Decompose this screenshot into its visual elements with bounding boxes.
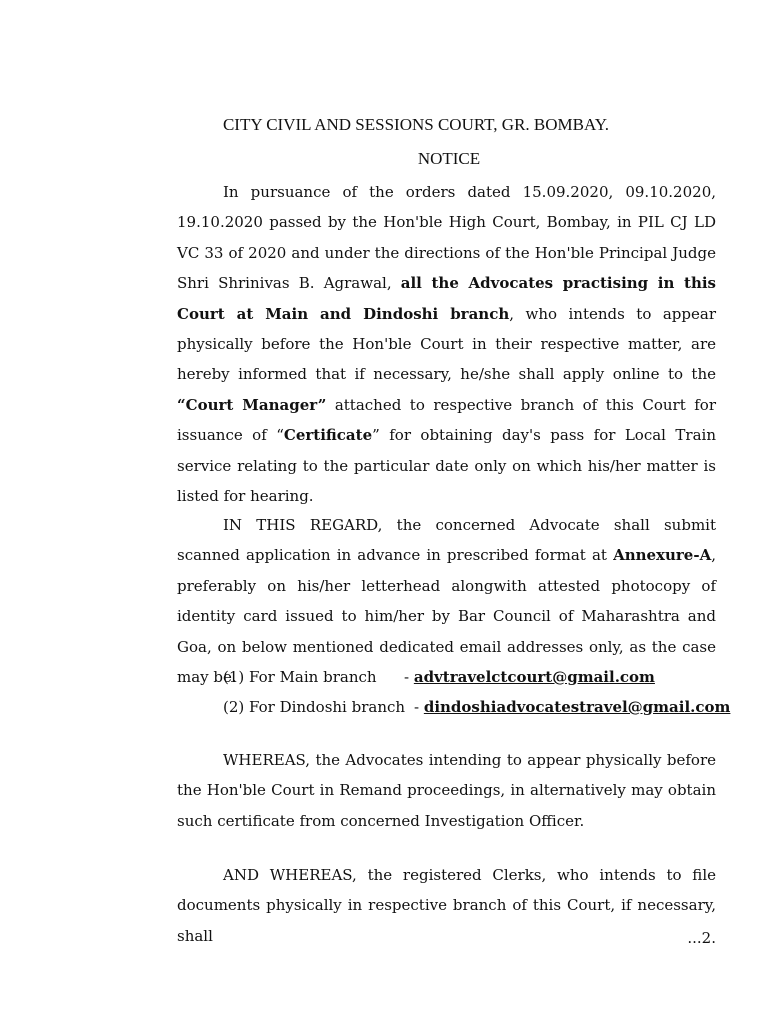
notice-title: NOTICE <box>417 149 481 168</box>
email-list-item-dindoshi <box>223 692 730 722</box>
page-continuation: ...2. <box>687 929 716 947</box>
annexure-bold: Annexure-A <box>613 546 712 565</box>
paragraph-text: attached to respective branch of this Court for issuance of “ <box>177 395 716 445</box>
branch-label: (1) For Main branch <box>223 668 377 686</box>
paragraph-and-whereas: AND WHEREAS, the registered Clerks, who intends to file documents physically in respective branch of this Court, if necessary, shall <box>177 866 716 945</box>
paragraph-text: , preferably on his/her letterhead alongwith attested photocopy of identity card issued to him/her by Bar Council of Maharashtra and Goa, on below mentioned dedicated email addresses only, as the case may be. <box>177 546 716 687</box>
paragraph-bold-text: all the Advocates practising in this Court at Main and Dindoshi branch <box>177 274 716 323</box>
email-separator: - <box>414 698 424 716</box>
paragraph-text: , who intends to appear physically before the Hon'ble Court in their respective matter, are hereby informed that if necessary, he/she shall apply online to the <box>177 304 716 384</box>
email-separator: - <box>404 668 414 686</box>
court-manager-bold: “Court Manager” <box>177 395 327 414</box>
branch-label: (2) For Dindoshi branch <box>223 698 406 716</box>
email-address-dindoshi[interactable]: dindoshiadvocatestravel@gmail.com <box>423 698 731 716</box>
email-address-main[interactable]: advtravelctcourt@gmail.com <box>413 668 655 686</box>
email-list-item-main <box>223 662 655 692</box>
paragraph-orders <box>177 177 716 511</box>
paragraph-text: In pursuance of the orders dated 15.09.2020, 09.10.2020, 19.10.2020 passed by the Hon'ble High Court, Bombay, in PIL CJ LD VC 33 of 2020 and under the directions of the Hon'ble Principal Judge Shri Shrinivas B. Agrawal, <box>177 183 716 293</box>
paragraph-whereas: WHEREAS, the Advocates intending to appear physically before the Hon'ble Court in Remand proceedings, in alternatively may obtain such certificate from concerned Investigation Officer. <box>177 751 716 830</box>
certificate-bold: Certificate <box>283 426 373 445</box>
paragraph-text: ” for obtaining day's pass for Local Train service relating to the particular date only on which his/her matter is listed for hearing. <box>177 426 716 506</box>
paragraph-text: IN THIS REGARD, the concerned Advocate shall submit scanned application in advance in prescribed format at <box>177 516 716 565</box>
court-heading: CITY CIVIL AND SESSIONS COURT, GR. BOMBAY. <box>222 115 610 134</box>
